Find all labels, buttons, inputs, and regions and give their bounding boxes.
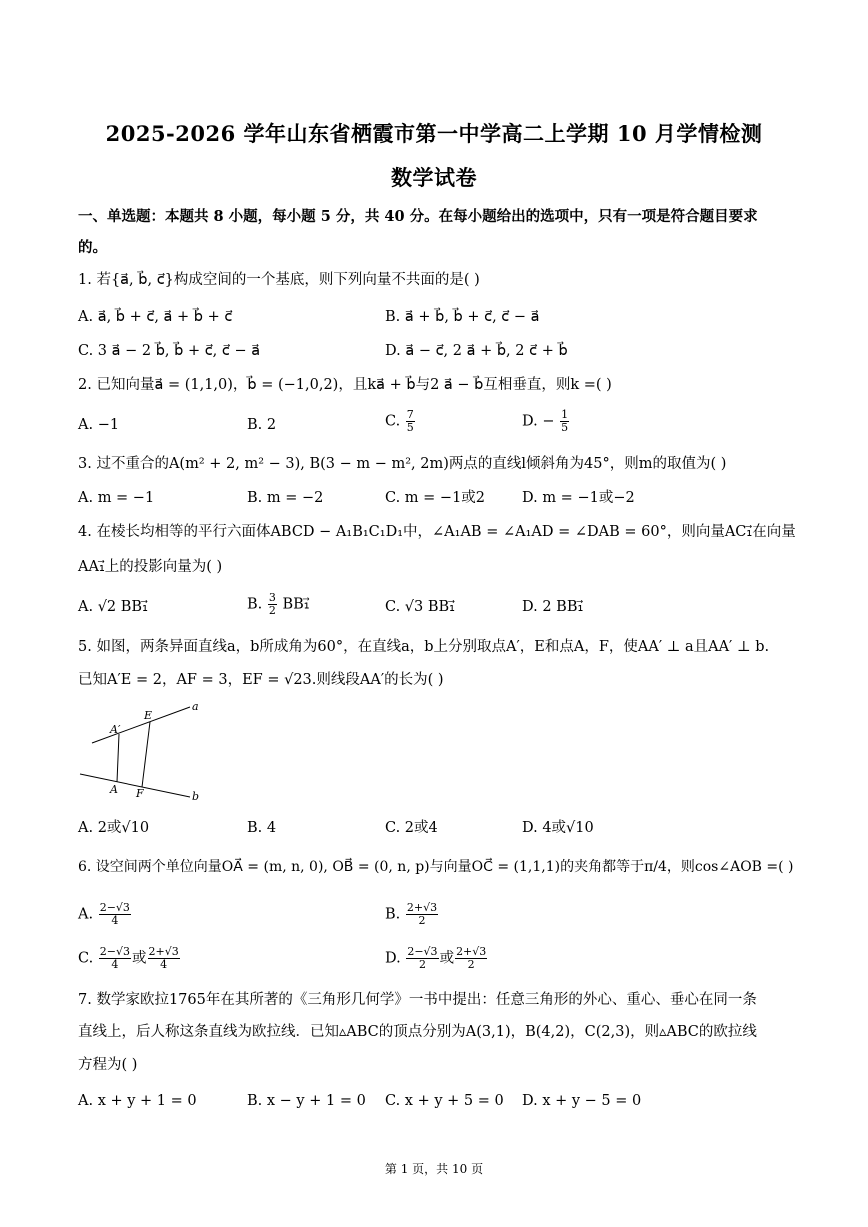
line-a xyxy=(92,707,190,743)
label-a: a xyxy=(192,700,199,713)
q1-option-a: A. a⃗, b⃗ + c⃗, a⃗ + b⃗ + c⃗ xyxy=(78,309,233,325)
exam-title-line1: 2025-2026 学年山东省栖霞市第一中学高二上学期 10 月学情检测 xyxy=(105,121,763,146)
q4-stem-line2: AA₁⃗上的投影向量为( ) xyxy=(78,559,223,575)
q5-stem-line2: 已知A′E = 2，AF = 3，EF = √23.则线段AA′的长为( ) xyxy=(78,672,444,688)
q3-option-a: A. m = −1 xyxy=(78,490,155,506)
segment-aa-prime xyxy=(117,734,119,782)
label-point-a: A xyxy=(110,783,118,796)
section1-heading-line1: 一、单选题：本题共 8 小题，每小题 5 分，共 40 分。在每小题给出的选项中，只有一项是符合题目要求 xyxy=(78,208,758,225)
fraction-numerator: 7 xyxy=(406,408,414,421)
label-b: b xyxy=(192,790,200,803)
q6-option-c-fraction-1 xyxy=(99,946,131,971)
q6-option-d-or: 或 xyxy=(439,950,455,967)
q6-option-a-label: A. xyxy=(78,906,94,923)
q1-option-b: B. a⃗ + b⃗, b⃗ + c⃗, c⃗ − a⃗ xyxy=(385,309,540,325)
q3-stem: 3. 过不重合的A(m² + 2, m² − 3), B(3 − m − m², 2m)两点的直线l倾斜角为45°，则m的取值为( ) xyxy=(78,456,727,472)
fraction-numerator: 2−√3 xyxy=(99,945,131,958)
q6-option-c-label: C. xyxy=(78,950,94,967)
line-b xyxy=(80,774,190,797)
q2-option-d-fraction xyxy=(560,409,569,434)
skew-lines-figure xyxy=(78,700,208,805)
fraction-denominator: 2 xyxy=(418,914,426,927)
q1-option-c: C. 3 a⃗ − 2 b⃗, b⃗ + c⃗, c⃗ − a⃗ xyxy=(78,343,261,359)
q6-option-a-fraction xyxy=(99,902,131,927)
fraction-denominator: 2 xyxy=(268,604,276,617)
q6-option-b xyxy=(385,902,439,927)
fraction-numerator: 2−√3 xyxy=(99,901,130,914)
q7-option-d: D. x + y − 5 = 0 xyxy=(522,1093,642,1109)
q2-option-c-fraction xyxy=(406,409,415,434)
q6-stem: 6. 设空间两个单位向量OA⃗ = (m, n, 0), OB⃗ = (0, n, p)与向量OC⃗ = (1,1,1)的夹角都等于π/4，则cos∠AOB =( ) xyxy=(78,859,794,875)
label-f: F xyxy=(136,787,144,800)
q5-option-c: C. 2或4 xyxy=(385,820,438,836)
q7-option-c: C. x + y + 5 = 0 xyxy=(385,1093,504,1109)
q4-option-b xyxy=(247,592,310,617)
q4-option-a: A. √2 BB₁⃗ xyxy=(78,599,148,615)
q7-stem-line3: 方程为( ) xyxy=(78,1057,138,1073)
q6-option-d-fraction-2 xyxy=(455,946,487,971)
q2-stem: 2. 已知向量a⃗ = (1,1,0)，b⃗ = (−1,0,2)，且ka⃗ + b⃗与2 a⃗ − b⃗互相垂直，则k =( ) xyxy=(78,377,612,393)
q1-stem: 1. 若{a⃗, b⃗, c⃗}构成空间的一个基底，则下列向量不共面的是( ) xyxy=(78,272,480,288)
q6-option-a xyxy=(78,902,132,927)
fraction-denominator: 2 xyxy=(467,958,475,971)
fraction-denominator: 5 xyxy=(406,421,414,434)
label-e: E xyxy=(144,709,153,722)
q2-option-b: B. 2 xyxy=(247,417,277,433)
q5-option-b: B. 4 xyxy=(247,820,277,836)
q6-option-c xyxy=(78,946,181,971)
fraction-denominator: 5 xyxy=(561,421,569,434)
fraction-numerator: 1 xyxy=(561,408,569,421)
q6-option-b-fraction xyxy=(406,902,438,927)
q5-option-a: A. 2或√10 xyxy=(78,820,150,836)
q7-stem-line2: 直线上，后人称这条直线为欧拉线．已知▵ABC的顶点分别为A(3,1)，B(4,2)，C(2,3)，则▵ABC的欧拉线 xyxy=(78,1024,757,1040)
exam-title-line2: 数学试卷 xyxy=(391,165,477,190)
q5-option-d: D. 4或√10 xyxy=(522,820,594,836)
fraction-denominator: 2 xyxy=(418,958,426,971)
q2-option-d-label: D. − xyxy=(522,413,555,430)
q7-option-a: A. x + y + 1 = 0 xyxy=(78,1093,197,1109)
q2-option-c xyxy=(385,409,416,434)
fraction-numerator: 2+√3 xyxy=(456,945,487,958)
q3-option-b: B. m = −2 xyxy=(247,490,324,506)
q2-option-c-label: C. xyxy=(385,413,401,430)
fraction-numerator: 3 xyxy=(268,591,276,604)
section1-heading-line2: 的。 xyxy=(78,239,107,256)
page-footer: 第 1 页，共 10 页 xyxy=(384,1162,484,1176)
fraction-denominator: 4 xyxy=(160,958,168,971)
q4-option-d: D. 2 BB₁⃗ xyxy=(522,599,584,615)
q5-stem-line1: 5. 如图，两条异面直线a，b所成角为60°，在直线a，b上分别取点A′，E和点A，F，使AA′ ⊥ a且AA′ ⊥ b. xyxy=(78,639,770,655)
q4-option-b-fraction xyxy=(268,592,277,617)
q4-option-b-vector: BB₁⃗ xyxy=(282,596,310,613)
q4-option-b-label: B. xyxy=(247,596,263,613)
q7-option-b: B. x − y + 1 = 0 xyxy=(247,1093,366,1109)
q3-option-c: C. m = −1或2 xyxy=(385,490,486,506)
q6-option-c-or: 或 xyxy=(132,950,147,967)
q6-option-b-label: B. xyxy=(385,906,401,923)
q7-stem-line1: 7. 数学家欧拉1765年在其所著的《三角形几何学》一书中提出：任意三角形的外心、重心、垂心在同一条 xyxy=(78,992,757,1008)
q4-stem-line1: 4. 在棱长均相等的平行六面体ABCD − A₁B₁C₁D₁中，∠A₁AB = ∠A₁AD = ∠DAB = 60°，则向量AC₁⃗在向量 xyxy=(78,524,796,540)
q2-option-d xyxy=(522,409,570,434)
fraction-denominator: 4 xyxy=(111,914,119,927)
fraction-numerator: 2+√3 xyxy=(406,901,438,914)
fraction-numerator: 2−√3 xyxy=(407,945,438,958)
q1-option-d: D. a⃗ − c⃗, 2 a⃗ + b⃗, 2 c⃗ + b⃗ xyxy=(385,343,568,359)
q6-option-d-label: D. xyxy=(385,950,401,967)
fraction-denominator: 4 xyxy=(111,958,119,971)
q6-option-d xyxy=(385,946,488,971)
q6-option-d-fraction-1 xyxy=(406,946,438,971)
segment-ef xyxy=(142,722,150,787)
q4-option-c: C. √3 BB₁⃗ xyxy=(385,599,455,615)
q6-option-c-fraction-2 xyxy=(148,946,180,971)
q2-option-a: A. −1 xyxy=(78,417,120,433)
q3-option-d: D. m = −1或−2 xyxy=(522,490,635,506)
label-a-prime: A′ xyxy=(110,723,121,736)
fraction-numerator: 2+√3 xyxy=(148,945,179,958)
